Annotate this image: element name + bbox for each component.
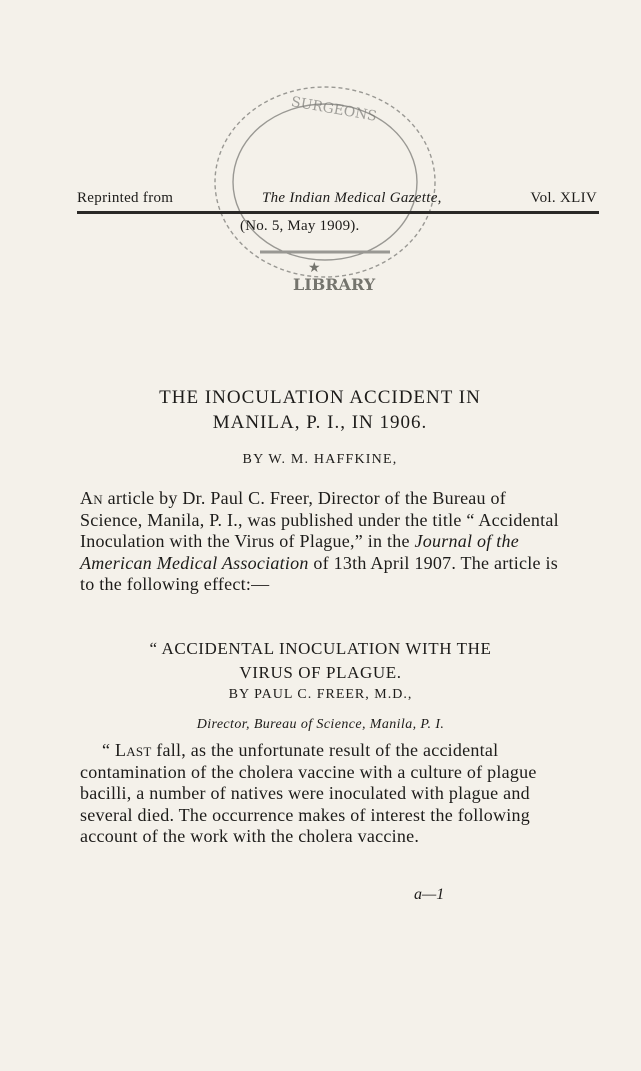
article-byline: BY W. M. HAFFKINE, — [242, 452, 398, 467]
article-title-line2: MANILA, P. I., IN 1906. — [212, 412, 428, 433]
header-rule — [77, 211, 599, 214]
signature-mark: a—1 — [414, 886, 445, 903]
stamp-text-top: SURGEONS — [289, 94, 378, 125]
article-title — [80, 385, 560, 435]
journal-name: The Indian Medical Gazette, — [261, 190, 442, 206]
quoted-text: fall, as the unfortunate result of the accidental contamination of the cholera vaccine with a culture of plague bacilli, a number of natives were inoculated with plague and several died. The occurrence makes of interest the following account of the work with the cholera vaccine. — [80, 740, 537, 846]
intro-paragraph — [80, 488, 561, 596]
intro-text-a: article by Dr. Paul C. Freer, Director of the Bureau of Science, Manila, P. I., was published under the title “ Accidental Inoculation with the Virus of Plague,” in the — [80, 488, 559, 551]
reprint-notice — [77, 190, 597, 207]
reprint-prefix: Reprinted from — [77, 190, 174, 206]
quoted-paragraph — [80, 740, 561, 848]
quoted-author: BY PAUL C. FREER, M.D., — [228, 687, 413, 702]
quoted-affiliation: Director, Bureau of Science, Manila, P. I. — [196, 717, 445, 732]
intro-lead: An — [80, 488, 103, 508]
issue-label: (No. 5, May 1909). — [240, 218, 360, 234]
quoted-lead: “ Last — [102, 740, 152, 760]
library-stamp — [190, 72, 460, 302]
intro-journal: Journal of the American Medical Association — [80, 531, 520, 573]
svg-text:★: ★ — [308, 261, 321, 276]
quoted-title — [80, 637, 561, 685]
volume-label: Vol. XLIV — [530, 190, 597, 206]
intro-text-b: of 13th April 1907. The article is to the following effect:— — [80, 552, 559, 594]
quoted-title-line2: VIRUS OF PLAGUE. — [239, 663, 402, 682]
quoted-title-line1: “ ACCIDENTAL INOCULATION WITH THE — [149, 639, 492, 658]
stamp-text-bottom: LIBRARY — [293, 275, 376, 294]
article-title-line1: THE INOCULATION ACCIDENT IN — [159, 387, 481, 408]
